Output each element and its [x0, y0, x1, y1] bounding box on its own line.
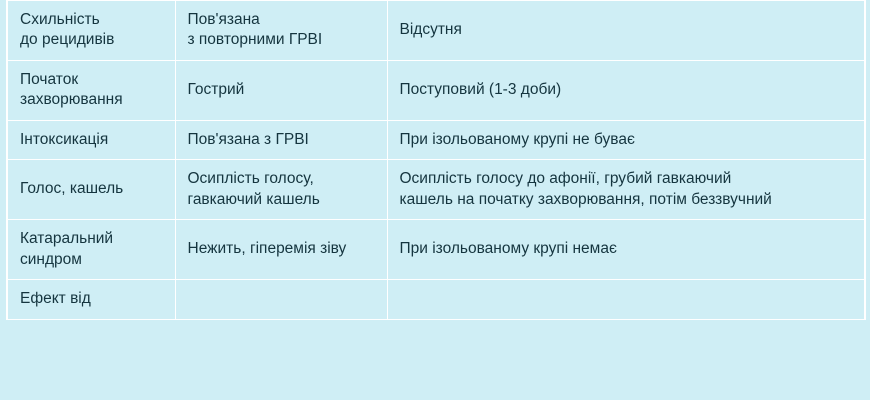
cell-text-line: При ізольованому крупі не буває: [399, 130, 635, 148]
table-cell-column3: [387, 120, 865, 159]
table-cell-column2: [175, 160, 387, 220]
table-cell-feature: [7, 220, 175, 280]
cell-text-line: гавкаючий кашель: [187, 190, 320, 208]
cell-text-line: Пов'язана з ГРВІ: [187, 130, 309, 148]
table-row: [7, 220, 865, 280]
cell-text-line: Схильність: [20, 11, 100, 28]
cell-text-line: Пов'язана: [187, 11, 260, 28]
table-cell-feature: [7, 60, 175, 120]
cell-text-line: Осиплість голосу,: [187, 170, 314, 188]
table-row: [7, 120, 865, 159]
table-cell-feature: [7, 160, 175, 220]
table-row: [7, 1, 865, 61]
comparison-table: [6, 0, 866, 320]
cell-text-line: Нежить, гіперемія зіву: [187, 240, 347, 258]
table-cell-column3: [387, 160, 865, 220]
cell-text-line: Відсутня: [399, 21, 462, 39]
cell-text-line: синдром: [20, 250, 82, 268]
cell-text-line: Інтоксикація: [20, 130, 109, 148]
cell-text-line: Поступовий (1-3 доби): [399, 81, 562, 99]
cell-text-line: Початок: [20, 70, 79, 88]
table-cell-column2: [175, 220, 387, 280]
table-cell-column3: [387, 280, 865, 319]
cell-text-line: захворювання: [20, 91, 123, 109]
table-cell-feature: [7, 120, 175, 159]
cell-text-line: кашель на початку захворювання, потім беззвучний: [399, 190, 772, 208]
table-row: [7, 160, 865, 220]
cell-text-line: Гострий: [187, 81, 245, 99]
cell-text-line: Осиплість голосу до афонії, грубий гавкаючий: [399, 170, 732, 188]
cell-text-line: Голос, кашель: [20, 180, 124, 198]
table-row: [7, 280, 865, 319]
table-cell-column3: [387, 1, 865, 61]
cell-text-line: Катаральний: [20, 230, 114, 248]
table-cell-column3: [387, 60, 865, 120]
table-cell-column2: [175, 120, 387, 159]
table-cell-feature: [7, 280, 175, 319]
table-cell-feature: [7, 1, 175, 61]
cell-text-line: Ефект від: [20, 290, 91, 308]
cell-text-line: з повторними ГРВІ: [187, 31, 323, 49]
table-cell-column3: [387, 220, 865, 280]
table-row: [7, 60, 865, 120]
cell-text-line: При ізольованому крупі немає: [399, 240, 617, 258]
table-cell-column2: [175, 1, 387, 61]
table-cell-column2: [175, 60, 387, 120]
table-cell-column2: [175, 280, 387, 319]
cell-text-line: до рецидивів: [20, 31, 115, 49]
